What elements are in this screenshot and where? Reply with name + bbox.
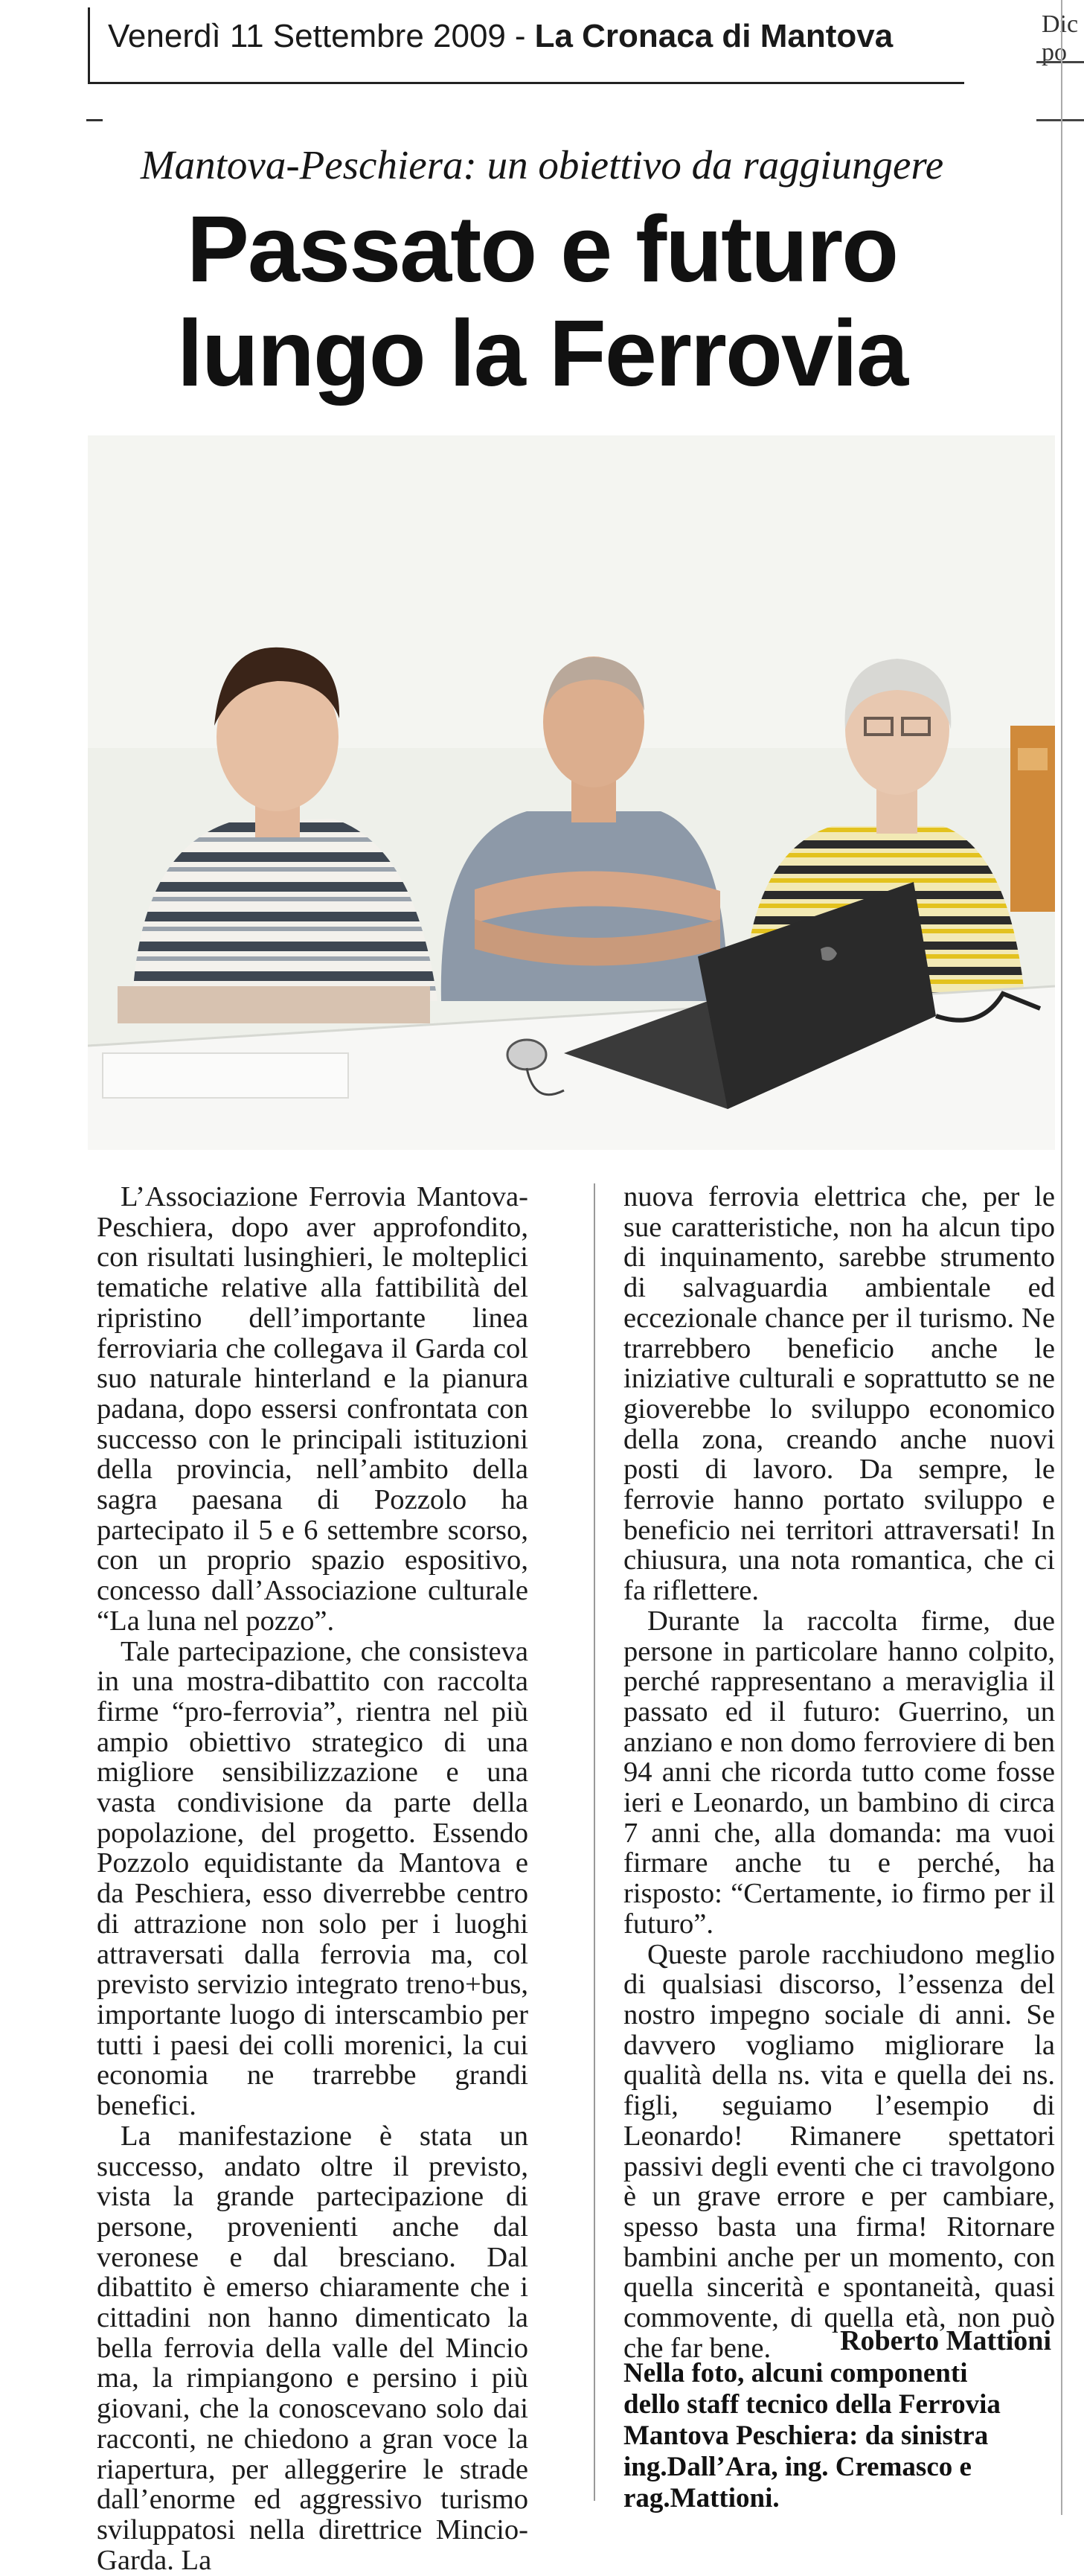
issue-date: Venerdì 11 Settembre 2009 — [108, 18, 506, 54]
photo-caption — [623, 2358, 1051, 2514]
article-kicker: Mantova-Peschiera: un obiettivo da raggiungere — [140, 142, 944, 188]
article-paragraph: Tale partecipazione, che consisteva in una mostra-dibattito con raccolta firme “pro-ferrovia”, rientra nel più ampio obiettivo strategico di una migliore sensibilizzazione e una vasta condivisione da parte della popolazione, del progetto. Essendo Pozzolo equidistante da Mantova e da Peschiera, esso diverrebbe centro di attrazione non solo per i luoghi attraversati dalla ferrovia ma, col previsto servizio integrato treno+bus, importante luogo di interscambio per tutti i paesi dei colli morenici, la cui economia ne trarrebbe grandi benefici. — [97, 1635, 528, 2122]
divider — [1036, 119, 1084, 121]
caption-line: dello staff tecnico della Ferrovia — [623, 2389, 1001, 2420]
article-headline — [0, 197, 1084, 406]
headline-line: lungo la Ferrovia — [176, 301, 908, 406]
fragment-line: Dic — [1042, 10, 1079, 38]
byline: Roberto Mattioni — [840, 2325, 1051, 2356]
article-column-right — [623, 1182, 1055, 2363]
caption-line: ing.Dall’Ara, ing. Cremasco e — [623, 2452, 972, 2482]
newspaper-name: La Cronaca di Mantova — [534, 18, 894, 54]
article-photo — [88, 435, 1055, 1150]
photo-illustration — [88, 435, 1055, 1150]
caption-line: Nella foto, alcuni componenti — [623, 2358, 968, 2388]
fragment-line: po — [1042, 39, 1067, 66]
headline-line: Passato e futuro — [186, 196, 898, 301]
article-paragraph: Queste parole racchiudono meglio di qualsiasi discorso, l’essenza del nostro impegno sociale di anni. Se davvero vogliamo migliorare la qualità della ns. vita e quella dei ns. figli, seguiamo l’esempio di Leonardo! Rimanere spettatori passivi degli eventi che ci travolgono è un grave errore e per cambiare, spesso basta una firma! Ritornare bambini anche per un momento, con quella sincerità e spontaneità, quasi commovente, di quella età, non può che far bene. — [623, 1938, 1055, 2364]
masthead-separator: - — [514, 18, 526, 54]
column-divider — [594, 1183, 595, 2501]
mouse — [507, 1040, 546, 1070]
article-column-left — [97, 1182, 528, 2575]
caption-line: rag.Mattioni. — [623, 2483, 780, 2513]
divider — [1036, 61, 1084, 63]
masthead — [108, 18, 893, 55]
article-paragraph: L’Associazione Ferrovia Mantova-Peschiera, dopo aver approfondito, con risultati lusinghieri, le molteplici tematiche relative alla fattibilità del ripristino dell’importante linea ferroviaria che collegava il Garda col suo naturale hinterland e la pianura padana, dopo essersi confrontata con successo con le principali istituzioni della provincia, nell’ambito della sagra paesana di Pozzolo ha partecipato il 5 e 6 settembre scorso, con un proprio spazio espositivo, concesso dall’Associazione culturale “La luna nel pozzo”. — [97, 1181, 528, 1637]
caption-line: Mantova Peschiera: da sinistra — [623, 2420, 989, 2451]
adjacent-column-fragment — [1042, 10, 1084, 122]
divider — [86, 119, 103, 121]
article-paragraph: Durante la raccolta firme, due persone in particolare hanno colpito, perché rappresentano a meraviglia il passato ed il futuro: Guerrino, un anziano e non domo ferroviere di ben 94 anni che ricorda tutto come fosse ieri e Leonardo, un bambino di circa 7 anni che, alla domanda: ma vuoi firmare anche tu e perché, ha risposto: “Certamente, io firmo per il futuro”. — [623, 1605, 1055, 1940]
article-paragraph: nuova ferrovia elettrica che, per le sue caratteristiche, non ha alcun tipo di inquinamento, sarebbe strumento di salvaguardia ambientale ed eccezionale chance per il turismo. Ne trarrebbero beneficio anche le iniziative culturali e soprattutto se ne gioverebbe lo sviluppo economico della zona, creando anche nuovi posti di lavoro. Da sempre, le ferrovie hanno portato sviluppo e beneficio nei territori attraversati! In chiusura, una nota romantica, che ci fa riflettere. — [623, 1181, 1055, 1607]
article-paragraph: La manifestazione è stata un successo, andato oltre il previsto, vista la grande partecipazione di persone, provenienti anche dal veronese e dal bresciano. Dal dibattito è emerso chiaramente che i cittadini non hanno dimenticato la bella ferrovia della valle del Mincio ma, la rimpiangono e persino i più giovani, che la conoscevano solo dai racconti, ne chiedono a gran voce la riapertura, per alleggerire le strade dall’enorme ed aggressivo turismo sviluppatosi nella direttrice Mincio-Garda. La — [97, 2120, 528, 2576]
